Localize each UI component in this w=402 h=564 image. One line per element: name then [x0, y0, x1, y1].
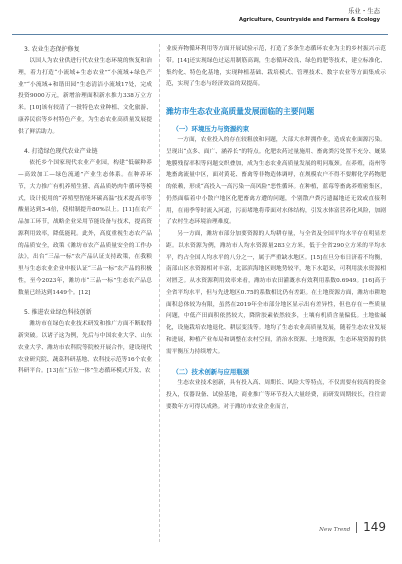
subheading-green-industry-chain: 4. 打造绿色现代农业产业链: [24, 148, 98, 156]
paragraph-continued: 业废弃物循环利用等方面开展试验示范，打造了多条生态循环农业为主的乡村振兴示范带。[14]还实现绿色过运用制筋高调，生态循环改良、绿色的肥等技术，建立标准化、集约化、特色化基地，实现种植基础、栽培模式、管理技术、数字农业等方面集成示范，实现了生态与经济效益的双提高。: [166, 46, 386, 88]
paragraph-ecological-restoration: 以国人为农业供进行代农业生态环境的恢复和治理，着力打造“小流域+生态农业”“小流域+绿色产业”“小流域+和谐田园”生态清洁小流域17处，完成投资9000万元，新增治理面积新水推力338万立方米。[10]该有较清了一批特色农业种植、文化旅游、康养民宿等乡村特色产业，为生态农业高质量发展提供了鲜活助力。: [18, 58, 152, 135]
paragraph-technology-bottleneck: 生态农业技术创新，具有投入高、周期长、风险大等特点，不仅需要有较高的资金投入，仪器设备、试验基地，商业推广等环节投入大量经费，而研发周期较长，往往需要数年方可得以成熟。对于潍坊市农业企业而言，: [166, 380, 386, 410]
subsection-title-technology: （二）技术创新与应用瓶颈: [172, 368, 250, 377]
page-number: 149: [363, 520, 386, 534]
left-column: [18, 44, 152, 378]
paragraph-resource-constraints: 另一方面，潍坊市部分加要资源的人均耕存量，与全省及全国平均水平存在明显差距。以水资源为例，潍坊市人均水资源量283立方米，低于全省290立方米的平均水平，约占全国人均水平的八分之一，属于严重缺水地区。[15]在旦分布日济着不均衡，南部山区水资源相对丰富，北部滨海地区则地势较平，地下水超采，可利用淡水资源相对匮乏。从水资源利用效率来看，潍坊市农田灌溉水有效利用系数0.6949。[16]高于全省平均水平，但与先进地区0.75的系数相比仍有差距。在土地资源方面，潍坊市耕地面积总体较为有限，虽然在2019年全市部分地区显示出有差异性，但也存在一些质量问题，中低产田面积依然较大，降阶胶素依然较多，土壤有机质含量偏低。土地盐碱化，设施栽培农地退化、耕层变浅等。地均了生态农业高质量发展，随着生态农业发展和进展，种植产业布局和调整在农村空间，消治水资源、土地资源，生态环境资源的供需平衡压力持续增大。: [166, 231, 386, 355]
journal-name: New Trend: [319, 527, 351, 533]
section-label-cn: 乐业・生态: [348, 7, 380, 15]
paragraph-environment-pressure: 一方面，农业投入的存在较粗放和问题，大部大水秤拥作业，造成农业面源污染。呈现出“点多、面广、涵养长”的特点。化肥农药过量施用、畜禽粪污处置不充分、厩果地膜残留率积等问题交织叠加，成为生态农业高质量发展的明问瓶颈。在养殖，南州等地畜禽流量中区，面对黄花、畜禽等非物造体调呼，在规模农户不得不要解化学药物肥的依赖，形成“高投入一高污染一高风险”恶性循环。在种植，蓝莓等畜禽养殖密集区，仍然面临着中小散户地区化肥畜禽方遭的问题，个别散户粪污遗漏地还无效或直接利用，在雨季等时流入河道，污而堵地将带面对水体结构，引发水体富营养化风险，加剧了农村生态环境治理难度。: [166, 137, 386, 226]
subheading-ecological-restoration: 3. 农业生态保护修复: [24, 46, 80, 53]
paragraph-green-tech-innovation: 潍坊市在绿色农业技术研发和推广方面不断取得新突破。以诸子这为例，先后与中国农业大学、山东农业大学、潍坊市农科院等院校开展合作，建设现代农业研究院、蔬菜科研基地、农科技示范等16个农业科研平台。[13]在“五位一体”生态循环模式开发、农: [18, 321, 152, 375]
subheading-green-tech-innovation: 5. 推进农业绿色科技创新: [24, 309, 92, 317]
subsection-title-environment: （一）环境压力与资源约束: [172, 125, 250, 133]
column-divider: [159, 44, 160, 542]
right-column: [166, 44, 386, 414]
section-title-main-problems: 潍坊市生态农业高质量发展面临的主要问题: [166, 107, 315, 116]
header-rule: [12, 34, 388, 35]
page-footer: [319, 520, 386, 534]
paragraph-green-industry-chain: 依托乡个国家现代农业产业园，构建“低碳种养—高效加工—绿色流通”产业生态体系。在种养环节，大力推广有机养殖生猪、高品质奶肉牛循环等模式，设计使用的“养殖型智能坏碳高温”技术提高率等酸量达到3-4倍，使柑制提升80%以上。[11]在农产品加工环节，战略企业采用节能设备与技术，提高资源利用效率，降低能耗。此外，高度重视生态农产品的品质安全，政策《潍坊市农产品质量安全的工作办法》，出台“三品一标”农产品认证支持政策，在我粮里与生态农业企业申报认证“三品一标”农产品的积极性，至今2023年，潍坊市“三品一标”生态农产品总数量已经达到1449个。[12]: [18, 160, 152, 296]
running-head: [239, 8, 380, 23]
footer-separator: [356, 522, 357, 533]
section-label-en: Agriculture, Countryside and Farmers & Ecology: [238, 16, 380, 23]
